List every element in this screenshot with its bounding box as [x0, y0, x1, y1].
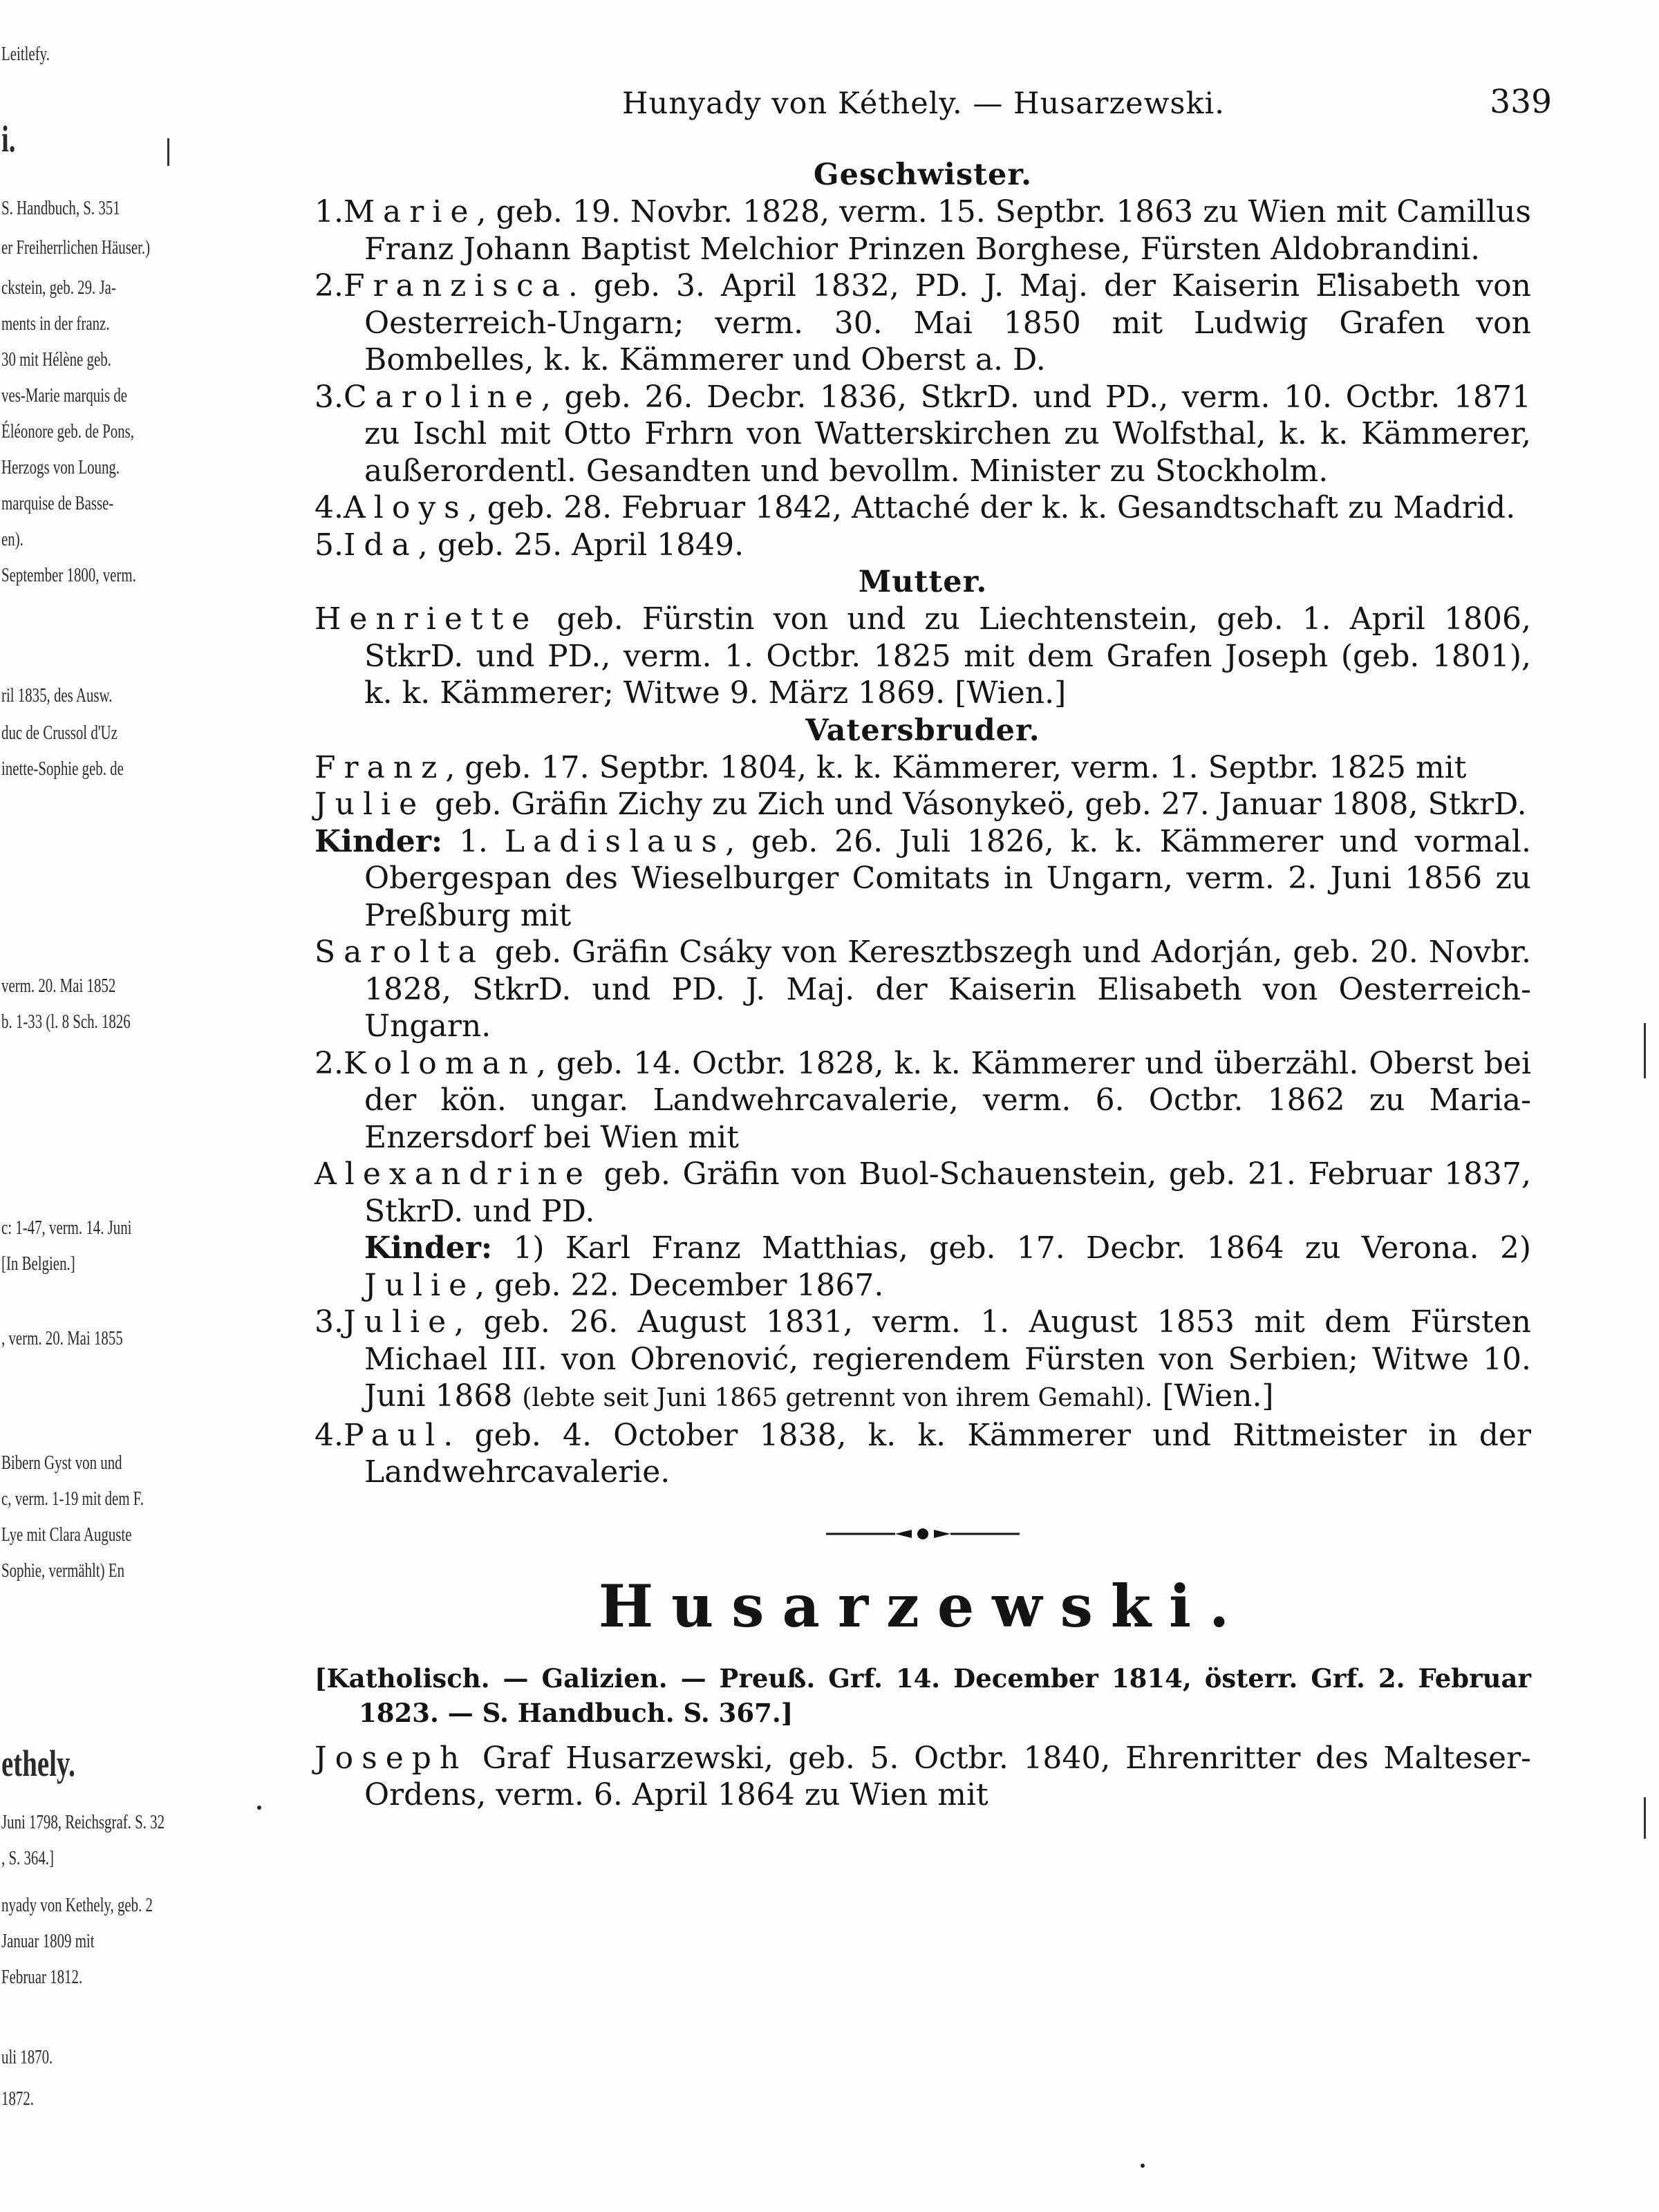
uncle-entry: Franz, geb. 17. Septbr. 1804, k. k. Kämmerer, verm. 1. Septbr. 1825 mit	[315, 749, 1467, 785]
bleed-line: September 1800, verm.	[1, 564, 136, 586]
scan-speck	[257, 1806, 261, 1810]
bleed-line: c: 1-47, verm. 14. Juni	[1, 1217, 132, 1239]
bleed-line: i.	[1, 118, 16, 160]
children-label: Kinder:	[364, 1230, 493, 1266]
sibling-name: Marie	[343, 194, 477, 229]
child-name: Julie	[343, 1304, 455, 1340]
bleed-line: Februar 1812.	[1, 1966, 83, 1988]
section-heading-mutter: Mutter.	[858, 565, 988, 599]
uncle-name: Franz	[315, 749, 446, 785]
bleed-line: Éléonore geb. de Pons,	[1, 420, 134, 442]
spouse-entry: Alexandrine geb. Gräfin von Buol-Schauenstein, geb. 21. Februar 1837, StkrD. und PD.	[315, 1156, 1531, 1229]
bleed-line: uli 1870.	[1, 2046, 53, 2068]
bleed-line: ethely.	[1, 1743, 75, 1784]
grandchild-name: Julie	[364, 1267, 476, 1303]
scan-mark	[167, 138, 169, 166]
bleed-line: [In Belgien.]	[1, 1253, 75, 1275]
scan-speck	[1141, 2164, 1145, 2168]
grandchildren-entry: Kinder: 1) Karl Franz Matthias, geb. 17. Decbr. 1864 zu Verona. 2) Julie, geb. 22. December 1867.	[364, 1230, 1531, 1303]
bleed-line: ments in der franz.	[1, 312, 110, 335]
child-name: Ladislaus	[504, 823, 726, 859]
bleed-line: Herzogs von Loung.	[1, 456, 120, 478]
divider-ornament-icon	[826, 1527, 1020, 1541]
bleed-line: , S. 364.]	[1, 1847, 54, 1869]
bleed-line: inette-Sophie geb. de	[1, 758, 124, 780]
bleed-line: Juni 1798, Reichsgraf. S. 32	[1, 1811, 165, 1833]
sibling-entry: 4.Aloys, geb. 28. Februar 1842, Attaché der k. k. Gesandtschaft zu Madrid.	[315, 490, 1516, 525]
uncle-wife-entry: Julie geb. Gräfin Zichy zu Zich und Vásonykeö, geb. 27. Januar 1808, StkrD.	[315, 787, 1527, 822]
running-head: Hunyady von Kéthely. — Husarzewski.	[622, 86, 1225, 121]
children-entry: 2.Koloman, geb. 14. Octbr. 1828, k. k. Kämmerer und überzähl. Oberst bei der kön. ungar. Landwehrcavalerie, verm. 6. Octbr. 1862 zu Maria-Enzersdorf bei Wien mit	[315, 1045, 1531, 1155]
family-entry: Joseph Graf Husarzewski, geb. 5. Octbr. 1840, Ehrenritter des Malteser-Ordens, verm. 6. April 1864 zu Wien mit	[315, 1740, 1531, 1812]
sibling-name: Franzisca	[343, 268, 568, 303]
children-entry: 4.Paul. geb. 4. October 1838, k. k. Kämmerer und Rittmeister in der Landwehrcavalerie.	[315, 1417, 1531, 1490]
bleed-line: , verm. 20. Mai 1855	[1, 1327, 123, 1349]
child-name: Paul	[343, 1417, 444, 1453]
bleed-line: marquise de Basse-	[1, 492, 114, 514]
page-header	[315, 83, 1552, 138]
bleed-line: c, verm. 1-19 mit dem F.	[1, 1488, 144, 1510]
family-note: [Katholisch. — Galizien. — Preuß. Grf. 14. December 1814, österr. Grf. 2. Februar 1823. — S. Handbuch. S. 367.]	[315, 1662, 1531, 1728]
mother-entry: Henriette geb. Fürstin von und zu Liechtenstein, geb. 1. April 1806, StkrD. und PD., verm. 1. Octbr. 1825 mit dem Grafen Joseph (geb. 1801), k. k. Kämmerer; Witwe 9. März 1869. [Wien.]	[315, 601, 1531, 711]
section-heading-geschwister: Geschwister.	[813, 158, 1033, 192]
sibling-name: Ida	[343, 527, 418, 563]
sibling-entry: 2.Franzisca. geb. 3. April 1832, PD. J. Maj. der Kaiserin Elisabeth von Oesterreich-Ungarn; verm. 30. Mai 1850 mit Ludwig Grafen von Bombelles, k. k. Kämmerer und Oberst a. D.	[315, 268, 1531, 377]
bleed-line: Bibern Gyst von und	[1, 1452, 122, 1474]
ornamental-divider	[315, 1527, 1531, 1541]
spouse-name: Sarolta	[315, 935, 485, 970]
bleed-line: Sophie, vermählt) En	[1, 1559, 125, 1582]
bleed-line: Lye mit Clara Auguste	[1, 1524, 132, 1546]
family-title: Husarzewski.	[598, 1571, 1248, 1640]
sibling-entry: 3.Caroline, geb. 26. Decbr. 1836, StkrD. und PD., verm. 10. Octbr. 1871 zu Ischl mit Otto Frhrn von Watterskirchen zu Wolfsthal, k. k. Kämmerer, außerordentl. Gesandten und bevollm. Minister zu Stockholm.	[315, 379, 1531, 489]
bleed-line: 30 mit Hélène geb.	[1, 348, 111, 371]
main-text-block	[315, 83, 1552, 1814]
spouse-entry: Sarolta geb. Gräfin Csáky von Keresztbszegh und Adorján, geb. 20. Novbr. 1828, StkrD. und PD. J. Maj. der Kaiserin Elisabeth von Oesterreich-Ungarn.	[315, 935, 1531, 1044]
bleed-line: ves-Marie marquis de	[1, 384, 128, 406]
bleed-line: Januar 1809 mit	[1, 1930, 95, 1952]
bleed-line: ckstein, geb. 29. Ja-	[1, 276, 116, 299]
children-entry: 3.Julie, geb. 26. August 1831, verm. 1. August 1853 mit dem Fürsten Michael III. von Obrenović, regierendem Fürsten von Serbien; Witwe 10. Juni 1868 (lebte seit Juni 1865 getrennt von ihrem Gemahl). [Wien.]	[315, 1304, 1531, 1414]
entry-name: Joseph	[315, 1740, 468, 1776]
section-heading-vatersbruder: Vatersbruder.	[805, 713, 1040, 748]
uncle-wife-name: Julie	[315, 787, 426, 822]
child-name: Koloman	[343, 1045, 537, 1081]
bleed-line: en).	[1, 528, 24, 550]
children-entry: Kinder: 1. Ladislaus, geb. 26. Juli 1826, k. k. Kämmerer und vormal. Obergespan des Wieselburger Comitats in Ungarn, verm. 2. Juni 1856 zu Preßburg mit	[315, 823, 1531, 933]
bleed-line: ril 1835, des Ausw.	[1, 684, 113, 706]
mother-name: Henriette	[315, 601, 538, 637]
spouse-name: Alexandrine	[315, 1156, 592, 1192]
page-number: 339	[1490, 83, 1552, 121]
bleed-line: duc de Crussol d'Uz	[1, 722, 118, 744]
sibling-name: Caroline	[343, 379, 541, 415]
sibling-name: Aloys	[343, 490, 468, 525]
bleed-line: er Freiherrlichen Häuser.)	[1, 236, 151, 259]
facing-page-bleed	[0, 0, 207, 2212]
bleed-line: nyady von Kethely, geb. 2	[1, 1894, 153, 1916]
bleed-line: b. 1-33 (l. 8 Sch. 1826	[1, 1011, 131, 1033]
scan-mark	[1644, 1023, 1646, 1078]
sibling-entry: 5.Ida, geb. 25. April 1849.	[315, 527, 744, 563]
sibling-entry: 1.Marie, geb. 19. Novbr. 1828, verm. 15. Septbr. 1863 zu Wien mit Camillus Franz Johann Baptist Melchior Prinzen Borghese, Fürsten Aldobrandini.	[315, 194, 1531, 267]
scan-mark	[1644, 1797, 1646, 1839]
bleed-line: S. Handbuch, S. 351	[1, 197, 120, 219]
children-label: Kinder:	[315, 823, 443, 859]
bleed-line: Leitlefy.	[1, 43, 50, 65]
bleed-line: verm. 20. Mai 1852	[1, 975, 116, 997]
bleed-line: 1872.	[1, 2088, 34, 2110]
